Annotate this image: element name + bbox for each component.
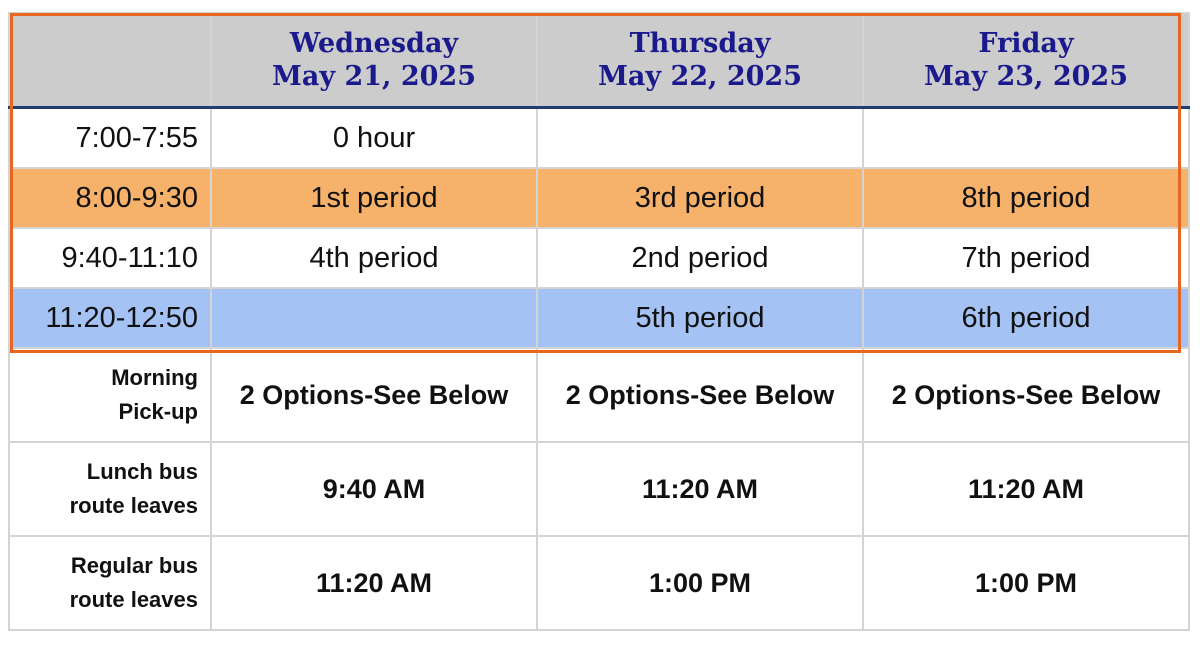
info-label-line: route leaves — [69, 587, 198, 612]
info-cell: 2 Options-See Below — [537, 348, 863, 442]
schedule-table — [8, 12, 1190, 631]
day-date: May 21, 2025 — [272, 61, 476, 92]
period-cell — [863, 108, 1189, 169]
period-cell: 8th period — [863, 168, 1189, 228]
info-row-regular-bus — [9, 536, 1189, 630]
info-cell: 2 Options-See Below — [863, 348, 1189, 442]
info-row-lunch-bus — [9, 442, 1189, 536]
period-cell: 6th period — [863, 288, 1189, 348]
info-label-line: Morning — [111, 365, 198, 390]
day-date: May 23, 2025 — [924, 61, 1128, 92]
period-cell: 1st period — [211, 168, 537, 228]
period-row — [9, 228, 1189, 288]
period-cell: 2nd period — [537, 228, 863, 288]
period-cell — [211, 288, 537, 348]
info-label-line: Pick-up — [118, 399, 198, 424]
info-cell: 2 Options-See Below — [211, 348, 537, 442]
day-name: Thursday — [629, 28, 771, 59]
info-cell: 11:20 AM — [863, 442, 1189, 536]
day-name: Friday — [978, 28, 1074, 59]
info-row-morning-pickup — [9, 348, 1189, 442]
info-cell: 1:00 PM — [537, 536, 863, 630]
period-cell: 0 hour — [211, 108, 537, 169]
period-cell: 7th period — [863, 228, 1189, 288]
header-day-2 — [537, 13, 863, 108]
info-label — [9, 348, 211, 442]
header-row — [9, 13, 1189, 108]
period-time: 11:20-12:50 — [9, 288, 211, 348]
period-cell: 4th period — [211, 228, 537, 288]
header-day-1 — [211, 13, 537, 108]
period-row — [9, 108, 1189, 169]
period-time: 9:40-11:10 — [9, 228, 211, 288]
info-label-line: Lunch bus — [86, 459, 198, 484]
period-time: 7:00-7:55 — [9, 108, 211, 169]
day-date: May 22, 2025 — [598, 61, 802, 92]
info-cell: 11:20 AM — [537, 442, 863, 536]
info-cell: 9:40 AM — [211, 442, 537, 536]
period-time: 8:00-9:30 — [9, 168, 211, 228]
info-label — [9, 442, 211, 536]
period-cell: 3rd period — [537, 168, 863, 228]
period-cell — [537, 108, 863, 169]
header-corner — [9, 13, 211, 108]
info-label-line: Regular bus — [70, 553, 198, 578]
info-label-line: route leaves — [69, 493, 198, 518]
info-cell: 11:20 AM — [211, 536, 537, 630]
info-cell: 1:00 PM — [863, 536, 1189, 630]
info-label — [9, 536, 211, 630]
period-row — [9, 168, 1189, 228]
period-cell: 5th period — [537, 288, 863, 348]
period-row — [9, 288, 1189, 348]
day-name: Wednesday — [289, 28, 459, 59]
header-day-3 — [863, 13, 1189, 108]
